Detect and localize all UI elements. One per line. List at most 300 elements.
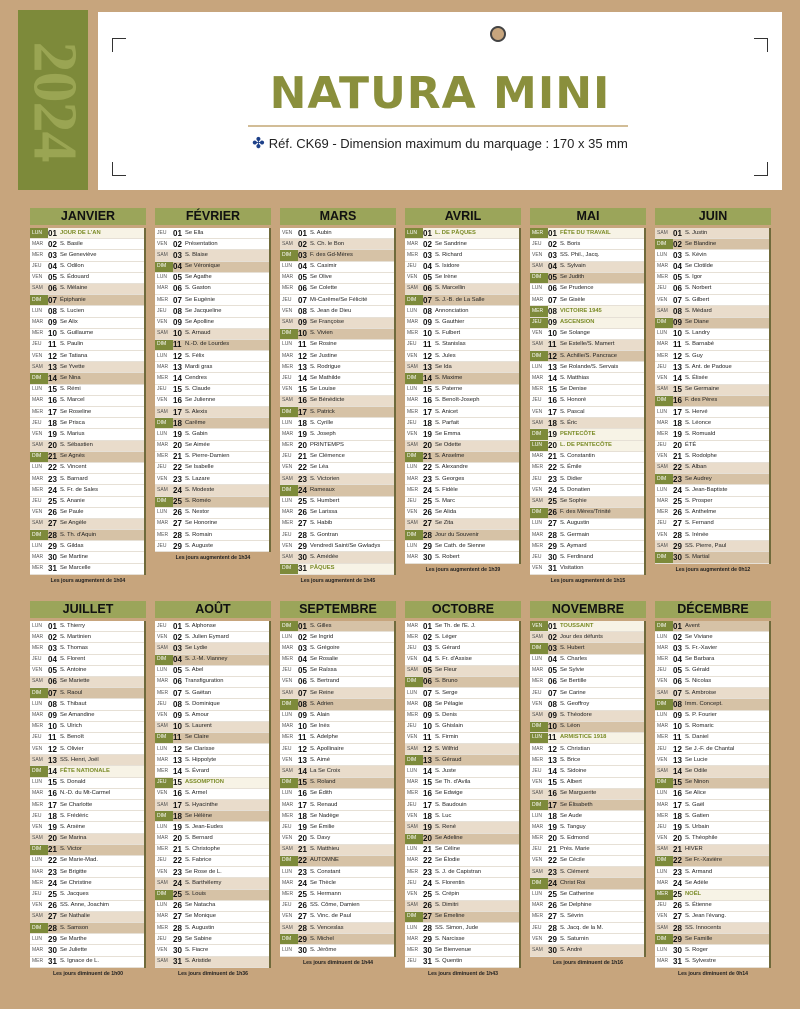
day-row xyxy=(30,755,144,766)
day-name: Se Isabelle xyxy=(185,464,214,471)
weekday-label: DIM xyxy=(405,755,423,766)
day-row xyxy=(530,699,644,710)
weekday-label: LUN xyxy=(657,712,668,718)
weekday-label: MER xyxy=(32,408,44,415)
day-name: S. Christian xyxy=(560,745,590,752)
day-number: 04 xyxy=(673,655,682,665)
day-number: 02 xyxy=(423,632,432,642)
day-row xyxy=(280,497,394,508)
weekday-label: MAR xyxy=(657,498,669,504)
weekday-label: SAM xyxy=(407,667,418,674)
day-number: 17 xyxy=(48,407,57,417)
weekday-label: JEU xyxy=(532,397,542,404)
day-name: S. Fiacre xyxy=(185,946,209,953)
day-row xyxy=(655,463,769,474)
day-number: 24 xyxy=(673,485,682,495)
day-number: 13 xyxy=(423,755,432,765)
day-number: 27 xyxy=(48,912,57,922)
day-row xyxy=(530,541,644,552)
day-number: 19 xyxy=(673,822,682,832)
day-row xyxy=(530,878,644,889)
day-name: Se Odette xyxy=(435,442,462,449)
day-list xyxy=(405,621,521,968)
day-row xyxy=(655,655,769,666)
day-row xyxy=(280,822,394,833)
day-row xyxy=(530,530,644,541)
weekday-label: DIM xyxy=(155,733,173,744)
weekday-label: LUN xyxy=(157,352,168,359)
day-list xyxy=(30,228,146,575)
day-row xyxy=(405,373,519,384)
day-number: 11 xyxy=(298,340,307,350)
day-number: 14 xyxy=(48,373,57,383)
weekday-label: SAM xyxy=(657,386,668,393)
day-number: 31 xyxy=(48,564,57,574)
day-number: 08 xyxy=(298,699,307,709)
weekday-label: MER xyxy=(32,565,44,572)
day-name: S. Thibaut xyxy=(60,700,87,707)
crop-mark-icon xyxy=(754,38,768,52)
day-name: S. Martial xyxy=(685,553,710,560)
day-row xyxy=(30,273,144,284)
day-number: 27 xyxy=(173,912,182,922)
day-number: 02 xyxy=(48,632,57,642)
day-name: Se Judith xyxy=(560,274,585,281)
day-number: 26 xyxy=(423,508,432,518)
day-name: Jour des défunts xyxy=(560,633,603,640)
weekday-label: VEN xyxy=(157,868,168,875)
day-row xyxy=(280,418,394,429)
month-name: SEPTEMBRE xyxy=(280,601,396,618)
day-name: S. P. Fourier xyxy=(685,712,717,718)
day-number: 14 xyxy=(548,373,557,383)
day-row xyxy=(155,306,269,317)
day-row xyxy=(530,621,644,632)
day-row xyxy=(280,845,394,856)
day-name: ÉTÉ xyxy=(685,442,697,449)
weekday-label: MAR xyxy=(657,801,669,808)
day-name: SS. Pierre, Paul xyxy=(685,542,727,549)
day-row xyxy=(530,318,644,329)
weekday-label: DIM xyxy=(530,643,548,654)
day-name: HIVER xyxy=(685,846,703,853)
weekday-label: LUN xyxy=(532,812,543,819)
day-row xyxy=(530,329,644,340)
day-number: 28 xyxy=(298,530,307,540)
day-row xyxy=(405,295,519,306)
day-number: 12 xyxy=(298,744,307,754)
day-number: 19 xyxy=(173,822,182,832)
day-number: 07 xyxy=(423,295,432,305)
weekday-label: JEU xyxy=(32,812,42,819)
day-name: Présentation xyxy=(185,240,218,247)
day-number: 02 xyxy=(548,632,557,642)
weekday-label: VEN xyxy=(532,857,543,864)
day-number: 29 xyxy=(548,541,557,551)
day-number: 29 xyxy=(423,934,432,944)
day-name: S. Anselme xyxy=(435,453,465,460)
day-row xyxy=(280,273,394,284)
day-row xyxy=(280,688,394,699)
day-row xyxy=(280,284,394,295)
day-name: S. Guillaume xyxy=(60,330,94,337)
day-row xyxy=(30,306,144,317)
day-row xyxy=(530,632,644,643)
weekday-label: LUN xyxy=(282,341,293,348)
day-row xyxy=(155,340,269,351)
day-number: 04 xyxy=(48,262,57,272)
day-row xyxy=(405,957,519,968)
day-row xyxy=(280,239,394,250)
day-number: 12 xyxy=(173,744,182,754)
day-name: S. Ch. le Bon xyxy=(310,240,345,247)
day-number: 03 xyxy=(673,250,682,260)
weekday-label: SAM xyxy=(657,307,668,314)
weekday-label: JEU xyxy=(282,902,292,909)
day-name: S. Anicet xyxy=(435,408,458,415)
day-name: Se Germaine xyxy=(685,386,720,393)
day-name: S. Stanislas xyxy=(435,341,466,348)
day-number: 25 xyxy=(48,890,57,899)
day-name: S. Achille/S. Pancrace xyxy=(560,352,618,359)
month-block xyxy=(530,208,646,584)
day-name: S. Daniel xyxy=(685,734,709,741)
day-number: 26 xyxy=(298,508,307,518)
day-number: 06 xyxy=(673,284,682,294)
day-row xyxy=(530,867,644,878)
weekday-label: MER xyxy=(657,656,669,663)
day-name: S. Dominique xyxy=(185,700,220,707)
weekday-label: MER xyxy=(407,946,419,953)
day-number: 31 xyxy=(298,564,307,574)
day-row xyxy=(405,878,519,889)
weekday-label: JEU xyxy=(282,531,292,538)
day-number: 21 xyxy=(423,845,432,855)
day-row xyxy=(405,262,519,273)
day-row xyxy=(155,722,269,733)
day-name: S. Roger xyxy=(685,946,708,953)
day-row xyxy=(405,497,519,508)
day-name: Se Lydie xyxy=(185,644,208,651)
weekday-label: VEN xyxy=(282,542,293,549)
day-number: 06 xyxy=(298,677,307,687)
day-number: 05 xyxy=(673,273,682,283)
weekday-label: JEU xyxy=(282,453,292,460)
day-name: Rameaux xyxy=(310,486,335,493)
day-row xyxy=(155,228,269,239)
day-name: Se Diane xyxy=(685,319,709,325)
day-name: AUTOMNE xyxy=(310,857,339,864)
day-row xyxy=(30,295,144,306)
day-row xyxy=(655,228,769,239)
weekday-label: DIM xyxy=(280,250,298,261)
day-row xyxy=(155,789,269,800)
day-number: 06 xyxy=(173,677,182,687)
day-number: 31 xyxy=(423,957,432,967)
daylight-note: Les jours diminuent de 1h36 xyxy=(177,970,249,977)
day-row xyxy=(530,250,644,261)
day-number: 22 xyxy=(173,463,182,473)
weekday-label: LUN xyxy=(532,285,543,292)
day-number: 02 xyxy=(548,239,557,249)
day-name: Se Marcelle xyxy=(60,565,91,572)
day-name: S. Guy xyxy=(685,352,703,359)
weekday-label: JEU xyxy=(157,464,167,471)
day-name: La Se Croix xyxy=(310,767,341,774)
day-row xyxy=(155,655,269,666)
day-row xyxy=(655,643,769,654)
day-row xyxy=(405,722,519,733)
day-number: 19 xyxy=(298,822,307,832)
day-name: Jour du Souvenir xyxy=(435,531,479,538)
day-row xyxy=(405,541,519,552)
day-row xyxy=(405,901,519,912)
weekday-label: LUN xyxy=(32,464,43,471)
day-row xyxy=(30,418,144,429)
weekday-label: SAM xyxy=(157,879,168,886)
day-number: 18 xyxy=(48,418,57,428)
weekday-label: JEU xyxy=(407,723,417,730)
day-number: 08 xyxy=(673,699,682,709)
day-name: S. Fr. d'Assise xyxy=(435,656,472,663)
day-row xyxy=(280,362,394,373)
day-name: S. Victor xyxy=(60,846,82,853)
weekday-label: MER xyxy=(157,767,169,774)
day-number: 25 xyxy=(548,890,557,899)
day-row xyxy=(655,901,769,912)
weekday-label: VEN xyxy=(407,430,418,437)
day-row xyxy=(405,688,519,699)
day-row xyxy=(405,945,519,956)
weekday-label: JEU xyxy=(32,263,42,270)
day-row xyxy=(280,306,394,317)
day-name: S. Sidoine xyxy=(560,767,587,774)
day-row xyxy=(655,262,769,273)
month-block xyxy=(530,601,646,966)
month-name: MARS xyxy=(280,208,396,225)
day-row xyxy=(30,441,144,452)
day-name: Se Élodie xyxy=(435,857,460,864)
weekday-label: MER xyxy=(32,879,44,886)
day-name: Se Blandine xyxy=(685,240,717,247)
weekday-label: SAM xyxy=(282,240,293,247)
day-row xyxy=(280,643,394,654)
page-title: NATURA MINI xyxy=(269,68,611,119)
day-row xyxy=(30,564,144,575)
year-label: 2024 xyxy=(20,41,88,161)
day-name: S. Fr. de Sales xyxy=(60,486,99,493)
weekday-label: SAM xyxy=(282,767,293,774)
day-row xyxy=(405,452,519,463)
weekday-label: DIM xyxy=(530,722,548,733)
weekday-label: MAR xyxy=(157,363,169,370)
month-name: FÉVRIER xyxy=(155,208,271,225)
day-name: NOËL xyxy=(685,891,702,897)
weekday-label: SAM xyxy=(32,520,43,527)
day-number: 24 xyxy=(423,878,432,888)
day-row xyxy=(30,407,144,418)
day-number: 18 xyxy=(48,811,57,821)
day-number: 07 xyxy=(673,688,682,698)
weekday-label: SAM xyxy=(282,475,293,482)
weekday-label: SAM xyxy=(32,285,43,292)
day-row xyxy=(655,497,769,508)
weekday-label: VEN xyxy=(407,734,418,741)
day-row xyxy=(280,519,394,530)
day-number: 01 xyxy=(423,228,432,238)
day-name: S. Benoît-Joseph xyxy=(435,397,480,404)
day-name: Se Odile xyxy=(685,767,708,774)
day-name: TOUSSAINT xyxy=(560,622,594,629)
day-number: 16 xyxy=(298,396,307,406)
day-list xyxy=(530,228,646,575)
day-row xyxy=(30,362,144,373)
day-number: 27 xyxy=(423,519,432,529)
day-name: Se Cath. de Sienne xyxy=(435,542,486,549)
day-name: S. Renaud xyxy=(310,801,338,808)
day-list xyxy=(530,621,646,957)
day-row xyxy=(155,284,269,295)
day-name: S. Lucien xyxy=(60,307,85,314)
day-row xyxy=(280,407,394,418)
weekday-label: JEU xyxy=(157,307,167,314)
day-name: S. Fabrice xyxy=(185,857,212,864)
day-name: Se Juliette xyxy=(60,946,88,953)
day-name: S. Brice xyxy=(560,756,581,763)
weekday-label: JEU xyxy=(407,263,417,270)
weekday-label: LUN xyxy=(532,656,543,663)
weekday-label: MER xyxy=(407,486,419,493)
day-number: 07 xyxy=(673,295,682,305)
day-name: S. Habib xyxy=(310,520,333,527)
weekday-label: LUN xyxy=(407,689,418,696)
day-name: S. Hubert xyxy=(560,644,585,651)
day-name: Se Natacha xyxy=(185,902,216,909)
weekday-label: LUN xyxy=(32,779,43,786)
day-number: 14 xyxy=(673,373,682,383)
day-row xyxy=(280,934,394,945)
weekday-label: VEN xyxy=(532,408,543,415)
weekday-label: VEN xyxy=(282,756,293,763)
weekday-label: DIM xyxy=(405,912,423,923)
weekday-label: SAM xyxy=(657,924,668,931)
day-number: 16 xyxy=(548,396,557,406)
day-name: Se Barbara xyxy=(685,656,715,663)
day-row xyxy=(530,733,644,744)
weekday-label: SAM xyxy=(157,330,168,337)
weekday-label: VEN xyxy=(407,509,418,516)
day-number: 07 xyxy=(548,295,557,305)
day-name: S. Florentin xyxy=(435,879,465,886)
weekday-label: MAR xyxy=(407,622,419,629)
day-row xyxy=(655,811,769,822)
weekday-label: JEU xyxy=(157,542,167,549)
day-number: 13 xyxy=(173,362,182,372)
weekday-label: VEN xyxy=(282,307,293,314)
day-name: S. Donald xyxy=(60,779,86,786)
day-name: S. Jacques xyxy=(60,891,89,897)
day-row xyxy=(405,474,519,485)
weekday-label: MER xyxy=(532,542,544,549)
day-number: 13 xyxy=(298,362,307,372)
day-name: S. Bertrand xyxy=(310,678,340,685)
day-row xyxy=(155,755,269,766)
day-name: F. des Pères xyxy=(685,397,718,404)
weekday-label: SAM xyxy=(657,767,668,774)
day-name: Se Apolline xyxy=(185,319,215,325)
day-name: S. Justin xyxy=(685,229,708,236)
weekday-label: SAM xyxy=(407,745,418,752)
day-name: S. Th. d'Aquin xyxy=(60,531,97,538)
day-number: 11 xyxy=(548,733,557,743)
day-name: SS. Innocents xyxy=(685,924,722,931)
day-name: S. Luc xyxy=(435,812,452,819)
day-number: 02 xyxy=(173,239,182,249)
weekday-label: LUN xyxy=(157,274,168,281)
day-number: 24 xyxy=(548,878,557,888)
daylight-note: Les jours augmentent de 1h34 xyxy=(175,555,251,562)
day-row xyxy=(655,340,769,351)
weekday-label: MAR xyxy=(32,868,44,875)
weekday-label: MER xyxy=(407,868,419,875)
day-row xyxy=(155,688,269,699)
day-row xyxy=(530,306,644,317)
month-block xyxy=(280,601,396,966)
day-number: 26 xyxy=(548,508,557,518)
day-row xyxy=(405,396,519,407)
day-name: S. Léger xyxy=(435,633,457,640)
day-name: S. Jean de Dieu xyxy=(310,307,352,314)
weekday-label: VEN xyxy=(657,913,668,920)
day-number: 26 xyxy=(548,901,557,911)
day-number: 16 xyxy=(48,789,57,799)
day-name: S. Amédée xyxy=(310,553,339,560)
day-number: 30 xyxy=(423,552,432,562)
day-number: 08 xyxy=(548,699,557,709)
day-name: Se Ninon xyxy=(685,779,709,786)
day-name: S. Nestor xyxy=(185,509,210,516)
weekday-label: MER xyxy=(530,228,548,239)
day-name: S. Joseph xyxy=(310,430,336,437)
day-row xyxy=(655,923,769,934)
day-row xyxy=(655,373,769,384)
year-band xyxy=(18,10,88,190)
day-name: S. Apollinaire xyxy=(310,745,344,752)
day-row xyxy=(530,485,644,496)
day-name: S. Ananie xyxy=(60,498,85,504)
weekday-label: JEU xyxy=(407,341,417,348)
day-number: 12 xyxy=(673,351,682,361)
weekday-label: SAM xyxy=(532,633,543,640)
weekday-label: DIM xyxy=(155,340,173,351)
day-name: Carême xyxy=(185,419,206,426)
day-row xyxy=(405,834,519,845)
day-name: S. Donatien xyxy=(560,486,591,493)
day-name: S. Alexis xyxy=(185,408,208,415)
day-row xyxy=(155,856,269,867)
title-divider xyxy=(248,125,628,127)
day-name: PRINTEMPS xyxy=(310,442,344,449)
weekday-label: VEN xyxy=(32,902,43,909)
weekday-label: VEN xyxy=(657,453,668,460)
month-name: JUILLET xyxy=(30,601,146,618)
weekday-label: VEN xyxy=(532,486,543,493)
day-number: 03 xyxy=(548,250,557,260)
day-number: 21 xyxy=(48,452,57,462)
day-number: 19 xyxy=(48,429,57,439)
day-number: 28 xyxy=(298,923,307,933)
day-name: S. Lazare xyxy=(185,475,210,482)
